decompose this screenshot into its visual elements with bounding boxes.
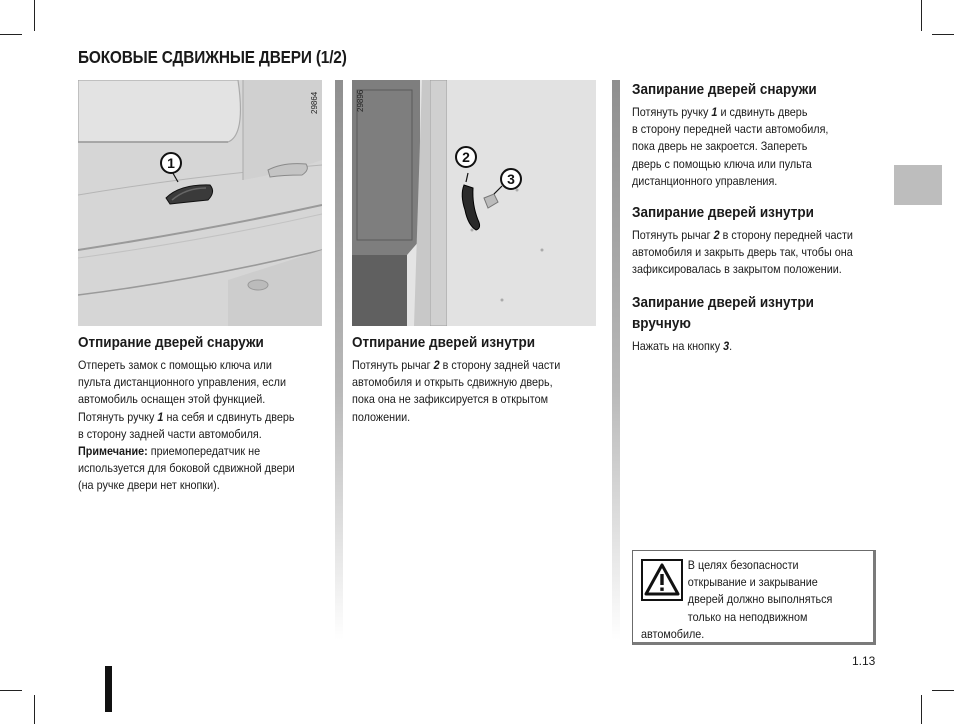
heading-unlock-outside: Отпирание дверей снаружи [78,334,264,351]
margin-marker [105,666,112,712]
crop-mark [932,34,954,35]
crop-mark [0,34,22,35]
crop-mark [921,695,922,724]
crop-mark [34,0,35,31]
figure-code: 29896 [356,89,365,112]
crop-mark [0,690,22,691]
section-tab [894,165,942,205]
page-number: 1.13 [852,654,876,668]
warning-text: В целях безопасности открывание и закрывание дверей должно выполняться только на неподвижном автомобиле. [641,558,833,641]
figure-code: 29864 [310,91,319,114]
callout-2: 2 [462,149,470,165]
text-lock-outside: Потянуть ручку 1 и сдвинуть дверь в сторону передней части автомобиля, пока дверь не закроется. Запереть дверь с помощью ключа или пульта дистанционного управления. [632,105,829,188]
text-lock-inside: Потянуть рычаг 2 в сторону передней части автомобиля и закрыть дверь так, чтобы она зафиксировалась в закрытом положении. [632,228,853,277]
warning-box [632,550,876,645]
heading-lock-inside-manual: Запирание дверей изнутри вручную [632,294,814,332]
crop-mark [34,695,35,724]
page-title: БОКОВЫЕ СДВИЖНЫЕ ДВЕРИ (1/2) [78,47,347,67]
illustration-door-exterior [78,80,322,326]
crop-mark [932,690,954,691]
column-divider [612,80,620,640]
text-unlock-inside: Потянуть рычаг 2 в сторону задней части автомобиля и открыть сдвижную дверь, пока она не зафиксируется в открытом положении. [352,358,561,424]
text-unlock-outside: Отпереть замок с помощью ключа или пульта дистанционного управления, если автомобиль оснащен этой функцией. Потянуть ручку 1 на себя и сдвинуть дверь в сторону задней части автомобиля. Примечание: приемопередатчик не используется для боковой сдвижной двери (на ручке двери нет кнопки). [78,358,295,493]
text-lock-inside-manual: Нажать на кнопку 3. [632,339,733,353]
illustration-door-interior [352,80,596,326]
callout-1: 1 [167,155,175,171]
heading-lock-inside: Запирание дверей изнутри [632,204,814,221]
callout-3: 3 [507,171,515,187]
crop-mark [921,0,922,31]
heading-lock-outside: Запирание дверей снаружи [632,81,817,98]
column-divider [335,80,343,640]
heading-unlock-inside: Отпирание дверей изнутри [352,334,536,351]
